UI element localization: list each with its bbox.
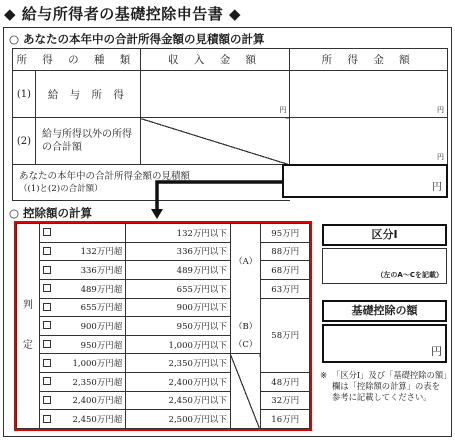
range-to: 1,000万円以下 — [126, 335, 231, 354]
shotoku-amount-field-2[interactable] — [290, 118, 448, 165]
table-row — [17, 261, 310, 280]
note-mark: ※ — [320, 370, 327, 380]
range-from: 489万円超 — [54, 279, 126, 298]
kubun-title: 区分Ⅰ — [322, 224, 447, 246]
range-to: 489万円以下 — [126, 261, 231, 280]
judge-label — [17, 224, 40, 429]
yen-unit: 円 — [437, 106, 444, 114]
table-row — [17, 410, 310, 429]
judge-char-1: 判 — [22, 300, 33, 311]
checkbox-row-10[interactable] — [39, 391, 54, 410]
deduct-amount-merged: 58万円 — [261, 298, 310, 373]
kubun-input-field[interactable] — [322, 248, 447, 284]
total-amount-field[interactable] — [282, 164, 448, 198]
range-to: 900万円以下 — [126, 298, 231, 317]
checkbox-row-6[interactable] — [39, 317, 54, 336]
range-to: 2,350万円以下 — [126, 354, 231, 373]
deduct-amount: 63万円 — [261, 279, 310, 298]
category-a: （A） — [230, 224, 261, 299]
range-from: 2,400万円超 — [54, 391, 126, 410]
judge-char-2: 定 — [22, 340, 33, 351]
shotoku-amount-field-1[interactable] — [290, 71, 448, 118]
deduct-amount: 95万円 — [261, 224, 310, 243]
table-row — [13, 118, 448, 165]
category-blank-diagonal — [230, 354, 261, 429]
deduct-amount: 88万円 — [261, 242, 310, 261]
range-to: 336万円以下 — [126, 242, 231, 261]
deduct-amount: 48万円 — [261, 373, 310, 392]
checkbox-row-9[interactable] — [39, 373, 54, 392]
deduct-amount: 32万円 — [261, 391, 310, 410]
income-amount-field-1[interactable] — [140, 71, 290, 118]
table-row — [17, 298, 310, 317]
range-to: 950万円以下 — [126, 317, 231, 336]
checkbox-row-2[interactable] — [39, 242, 54, 261]
checkbox-row-4[interactable] — [39, 279, 54, 298]
yen-unit: 円 — [279, 106, 287, 114]
row-label: 給 与 所 得 — [35, 71, 140, 118]
range-from: 1,000万円超 — [54, 354, 126, 373]
total-label: あなたの本年中の合計所得金額の見積額 — [19, 170, 191, 182]
yen-unit: 円 — [432, 182, 442, 193]
checkbox-row-5[interactable] — [39, 298, 54, 317]
table-row — [17, 242, 310, 261]
row-number: (2) — [13, 118, 36, 165]
checkbox-row-7[interactable] — [39, 335, 54, 354]
range-from: 2,350万円超 — [54, 373, 126, 392]
checkbox-row-8[interactable] — [39, 354, 54, 373]
kiso-title: 基礎控除の額 — [322, 300, 447, 322]
category-c: （C） — [230, 335, 261, 354]
range-to: 2,450万円以下 — [126, 391, 231, 410]
kiso-amount-field[interactable] — [322, 324, 447, 363]
income-amount-disabled — [140, 118, 290, 165]
range-from: 655万円超 — [54, 298, 126, 317]
deduct-amount: 16万円 — [261, 410, 310, 429]
range-from: 950万円超 — [54, 335, 126, 354]
range-from — [54, 224, 126, 243]
note-text: 「区分Ⅰ」及び「基礎控除の額」欄は「控除額の計算」の表を参考に記載してください。 — [332, 370, 448, 402]
table-row — [13, 71, 448, 118]
table-row — [17, 373, 310, 392]
table-row — [17, 224, 310, 243]
total-sub-label: （(1)と(2)の合計額） — [19, 183, 103, 194]
checkbox-row-1[interactable] — [39, 224, 54, 243]
section2-heading: ○ 控除額の計算 — [9, 206, 93, 220]
range-from: 2,450万円超 — [54, 410, 126, 429]
range-to: 2,500万円以下 — [126, 410, 231, 429]
checkbox-row-11[interactable] — [39, 410, 54, 429]
deduct-amount: 68万円 — [261, 261, 310, 280]
row-number: (1) — [13, 71, 36, 118]
range-from: 336万円超 — [54, 261, 126, 280]
section1-heading: ○ あなたの本年中の合計所得金額の見積額の計算 — [9, 32, 265, 46]
arrow-connector — [150, 178, 285, 222]
checkbox-row-3[interactable] — [39, 261, 54, 280]
range-to: 132万円以下 — [126, 224, 231, 243]
range-from: 900万円超 — [54, 317, 126, 336]
table-row — [17, 391, 310, 410]
col-header-type: 所 得 の 種 類 — [13, 49, 141, 71]
yen-unit: 円 — [431, 345, 442, 358]
range-from: 132万円超 — [54, 242, 126, 261]
yen-unit: 円 — [437, 153, 444, 161]
kubun-hint: （左のA～Cを記載） — [376, 271, 443, 279]
row-label: 給与所得以外の所得の合計額 — [35, 118, 140, 165]
deduction-calc-table — [14, 221, 312, 431]
form-title: ◆ 給与所得者の基礎控除申告書 ◆ — [4, 5, 242, 23]
table-row — [17, 279, 310, 298]
col-header-income: 収 入 金 額 — [140, 49, 290, 71]
range-to: 2,400万円以下 — [126, 373, 231, 392]
col-header-shotoku: 所 得 金 額 — [290, 49, 448, 71]
range-to: 655万円以下 — [126, 279, 231, 298]
category-b: （B） — [230, 317, 261, 336]
